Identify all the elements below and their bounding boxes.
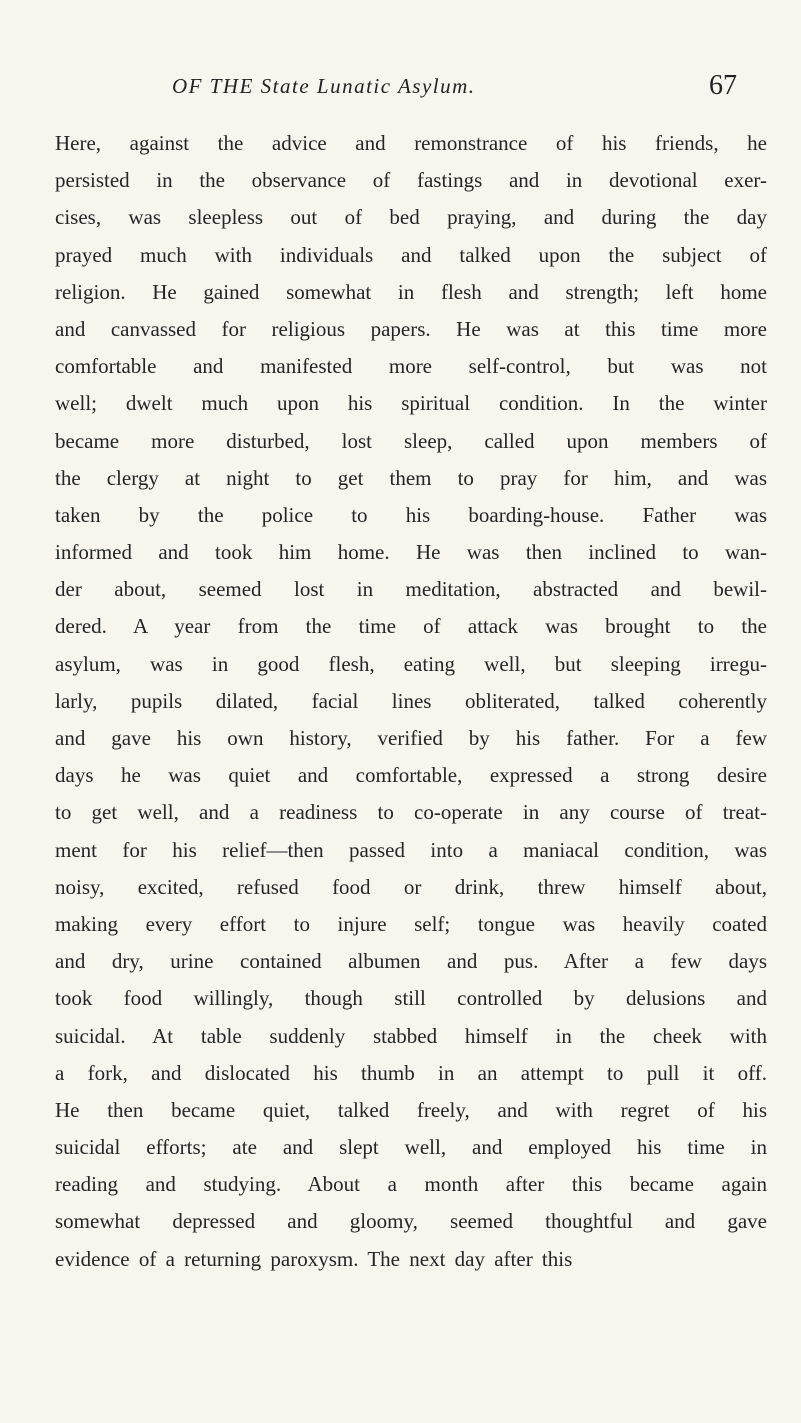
running-head: OF THE State Lunatic Asylum. [172, 74, 476, 98]
text-line: comfortable and manifested more self-control, but was not [55, 354, 767, 379]
text-line: religion. He gained somewhat in flesh and strength; left home [55, 279, 767, 304]
text-line: making every effort to injure self; tongue was heavily coated [55, 911, 767, 936]
text-line: suicidal efforts; ate and slept well, and employed his time in [55, 1135, 767, 1160]
page-header [0, 70, 801, 110]
text-line: der about, seemed lost in meditation, abstracted and bewil- [55, 577, 767, 602]
text-line: to get well, and a readiness to co-operate in any course of treat- [55, 800, 767, 825]
text-line: noisy, excited, refused food or drink, threw himself about, [55, 874, 767, 899]
text-line: cises, was sleepless out of bed praying, and during the day [55, 205, 767, 230]
text-line: a fork, and dislocated his thumb in an attempt to pull it off. [55, 1060, 767, 1085]
text-line: taken by the police to his boarding-house. Father was [55, 502, 767, 527]
text-line: somewhat depressed and gloomy, seemed thoughtful and gave [55, 1209, 767, 1234]
text-line: and gave his own history, verified by his father. For a few [55, 726, 767, 750]
text-line: and canvassed for religious papers. He was at this time more [55, 316, 767, 341]
text-line: took food willingly, though still controlled by delusions and [55, 986, 767, 1011]
text-line: dered. A year from the time of attack was brought to the [55, 614, 767, 639]
text-line: evidence of a returning paroxysm. The next day after this [55, 1246, 573, 1271]
text-line: the clergy at night to get them to pray for him, and was [55, 465, 767, 490]
text-line: and dry, urine contained albumen and pus. After a few days [55, 949, 767, 974]
text-line: He then became quiet, talked freely, and with regret of his [55, 1097, 767, 1122]
text-line: asylum, was in good flesh, eating well, but sleeping irregu- [55, 651, 767, 676]
text-line: Here, against the advice and remonstrance of his friends, he [55, 131, 767, 155]
text-line: persisted in the observance of fastings and in devotional exer- [55, 168, 767, 193]
text-line: suicidal. At table suddenly stabbed himself in the cheek with [55, 1023, 767, 1048]
text-line: reading and studying. About a month after this became again [55, 1172, 767, 1197]
text-line: ment for his relief—then passed into a maniacal condition, was [55, 837, 767, 862]
text-line: well; dwelt much upon his spiritual condition. In the winter [55, 391, 767, 416]
body-text [55, 125, 767, 1278]
text-line: larly, pupils dilated, facial lines obliterated, talked coherently [55, 688, 767, 713]
text-line: informed and took him home. He was then inclined to wan- [55, 540, 767, 565]
text-line: prayed much with individuals and talked upon the subject of [55, 242, 767, 267]
text-line: became more disturbed, lost sleep, called upon members of [55, 428, 767, 453]
text-line: days he was quiet and comfortable, expressed a strong desire [55, 763, 767, 788]
page-number: 67 [709, 70, 737, 101]
